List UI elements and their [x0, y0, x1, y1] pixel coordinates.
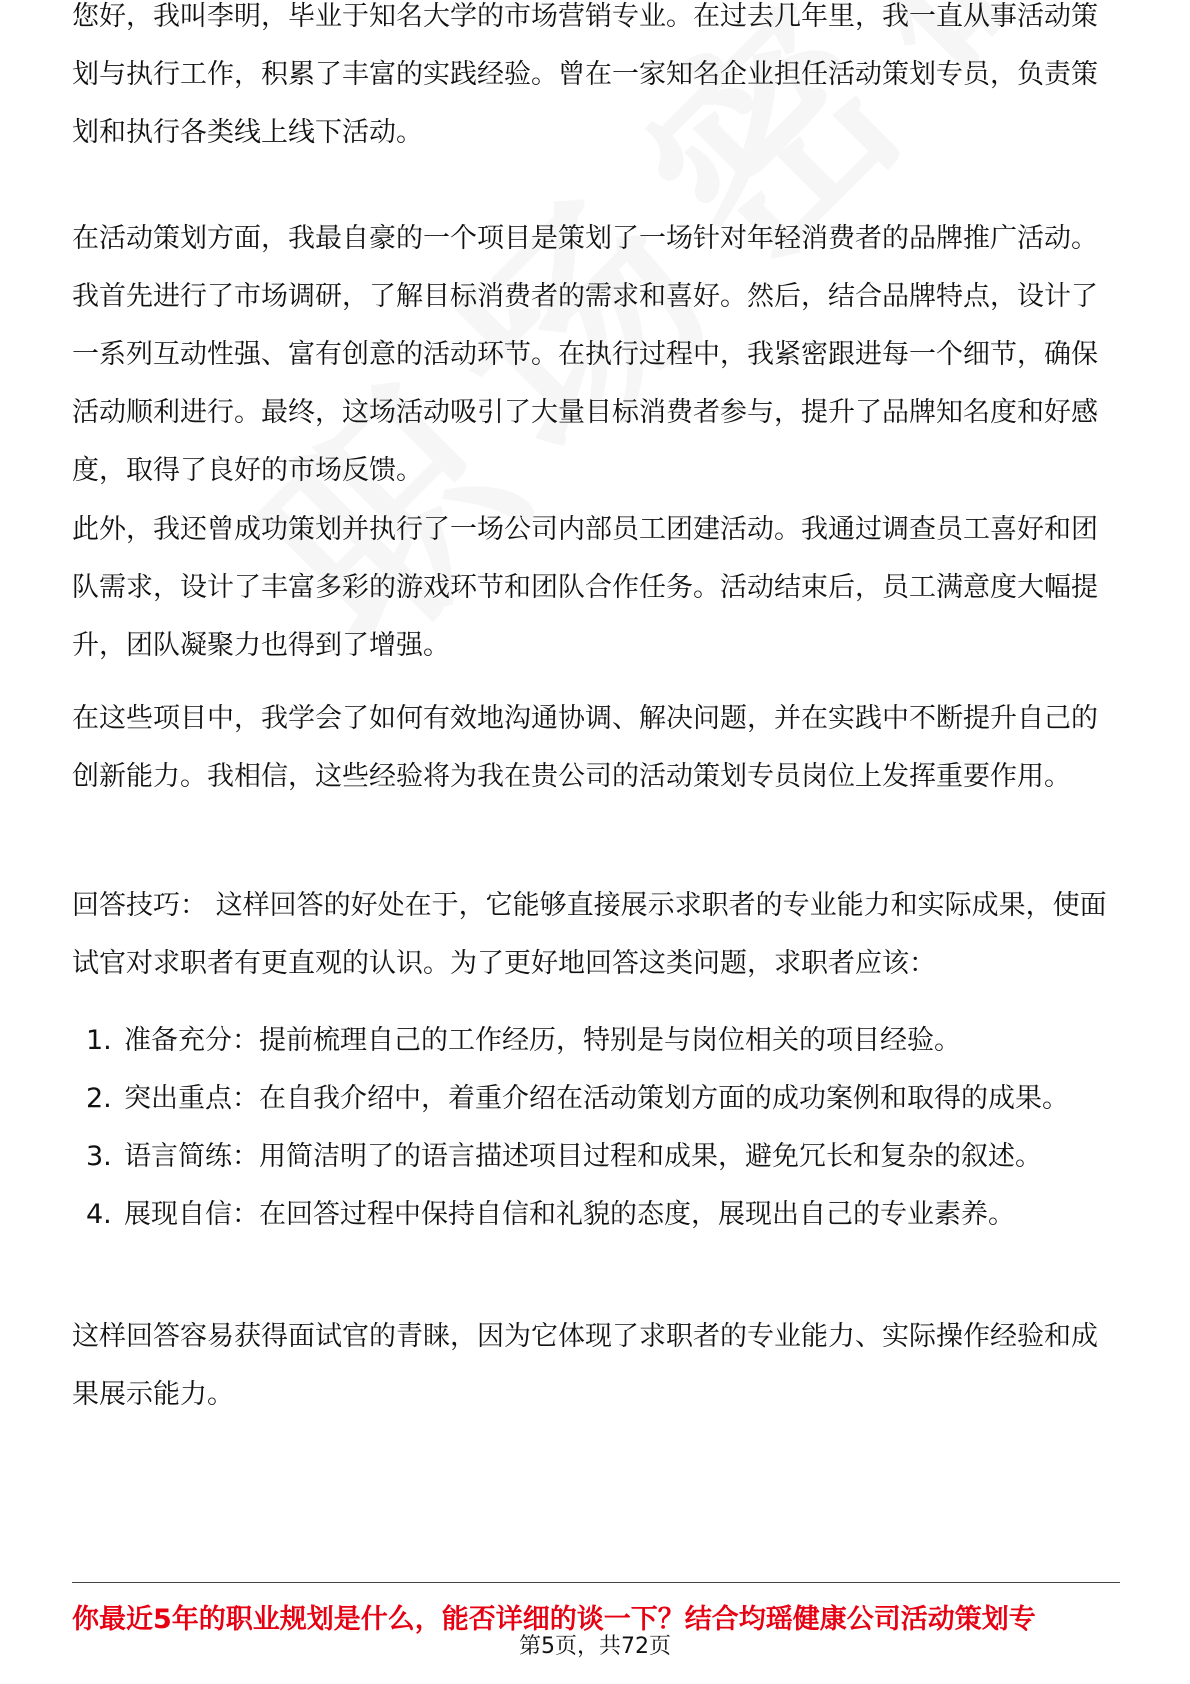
list-number: 2. — [86, 1083, 112, 1114]
paragraph-intro: 您好，我叫李明，毕业于知名大学的市场营销专业。在过去几年里，我一直从事活动策划与执行工作，积累了丰富的实践经验。曾在一家知名企业担任活动策划专员，负责策划和执行各类线上线下活动。 — [72, 1, 1098, 148]
list-item — [72, 1070, 1122, 1128]
paragraph-lessons: 在这些项目中，我学会了如何有效地沟通协调、解决问题，并在实践中不断提升自己的创新能力。我相信，这些经验将为我在贵公司的活动策划专员岗位上发挥重要作用。 — [72, 703, 1098, 792]
paragraph-teambuilding: 此外，我还曾成功策划并执行了一场公司内部员工团建活动。我通过调查员工喜好和团队需求，设计了丰富多彩的游戏环节和团队合作任务。活动结束后，员工满意度大幅提升，团队凝聚力也得到了增强。 — [72, 514, 1098, 661]
paragraph-tips-intro: 回答技巧： 这样回答的好处在于，它能够直接展示求职者的专业能力和实际成果，使面试官对求职者有更直观的认识。为了更好地回答这类问题，求职者应该： — [72, 890, 1107, 979]
list-item — [72, 1128, 1122, 1186]
list-item — [72, 1186, 1122, 1244]
list-text: 准备充分：提前梳理自己的工作经历，特别是与岗位相关的项目经验。 — [124, 1025, 961, 1056]
tips-list — [72, 1012, 1122, 1244]
paragraph-project: 在活动策划方面，我最自豪的一个项目是策划了一场针对年轻消费者的品牌推广活动。我首先进行了市场调研，了解目标消费者的需求和喜好。然后，结合品牌特点，设计了一系列互动性强、富有创意的活动环节。在执行过程中，我紧密跟进每一个细节，确保活动顺利进行。最终，这场活动吸引了大量目标消费者参与，提升了品牌知名度和好感度，取得了良好的市场反馈。 — [72, 223, 1098, 486]
paragraph-closing: 这样回答容易获得面试官的青睐，因为它体现了求职者的专业能力、实际操作经验和成果展示能力。 — [72, 1321, 1098, 1410]
divider — [72, 1582, 1120, 1583]
list-item — [72, 1012, 1122, 1070]
next-question-heading: 你最近5年的职业规划是什么，能否详细的谈一下？结合均瑶健康公司活动策划专 — [72, 1604, 1036, 1635]
page-number: 第5页，共72页 — [519, 1634, 671, 1659]
list-text: 突出重点：在自我介绍中，着重介绍在活动策划方面的成功案例和取得的成果。 — [124, 1083, 1069, 1114]
list-number: 1. — [86, 1025, 112, 1056]
list-text: 展现自信：在回答过程中保持自信和礼貌的态度，展现出自己的专业素养。 — [124, 1199, 1015, 1230]
list-number: 3. — [86, 1141, 112, 1172]
list-text: 语言简练：用简洁明了的语言描述项目过程和成果，避免冗长和复杂的叙述。 — [124, 1141, 1042, 1172]
list-number: 4. — [86, 1199, 112, 1230]
